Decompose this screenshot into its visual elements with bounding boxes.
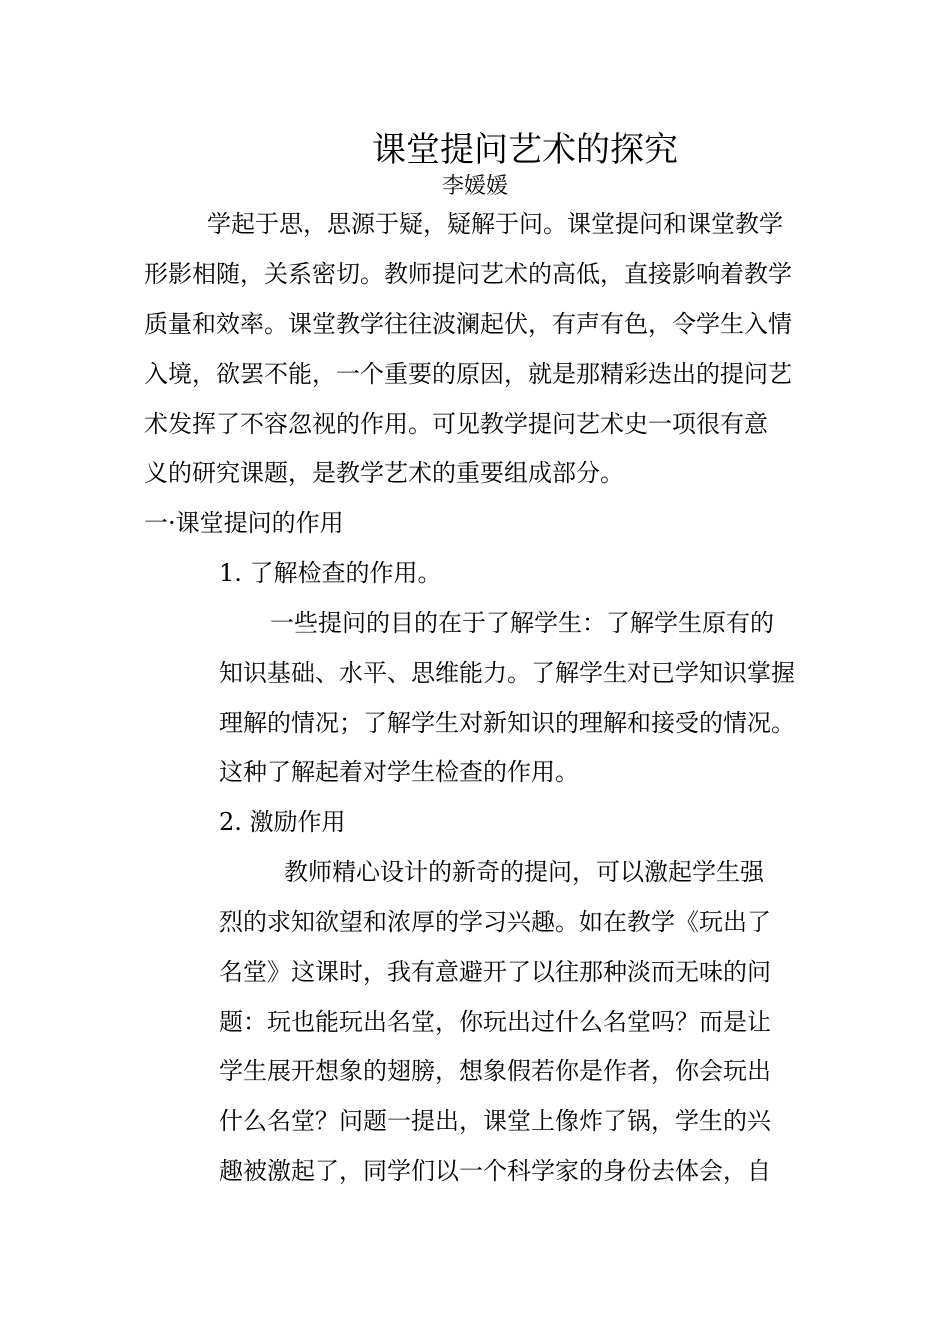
intro-line: 质量和效率。课堂教学往往波澜起伏，有声有色，令学生入情: [144, 310, 792, 338]
paragraph-line: 什么名堂？问题一提出，课堂上像炸了锅，学生的兴: [219, 1107, 771, 1135]
section-heading: 一·课堂提问的作用: [144, 509, 344, 537]
paragraph-line: 一些提问的目的在于了解学生：了解学生原有的: [270, 609, 774, 637]
intro-line: 术发挥了不容忽视的作用。可见教学提问艺术史一项很有意: [144, 410, 768, 438]
intro-line: 入境，欲罢不能，一个重要的原因，就是那精彩迭出的提问艺: [144, 360, 792, 388]
document-title: 课堂提问艺术的探究: [372, 130, 678, 170]
intro-line: 形影相随，关系密切。教师提问艺术的高低，直接影响着教学: [144, 260, 792, 288]
paragraph-line: 名堂》这课时，我有意避开了以往那种淡而无味的问: [219, 958, 771, 986]
paragraph-line: 教师精心设计的新奇的提问，可以激起学生强: [284, 858, 764, 886]
paragraph-line: 趣被激起了，同学们以一个科学家的身份去体会，自: [219, 1157, 771, 1185]
intro-line: 学起于思，思源于疑，疑解于问。课堂提问和课堂教学: [207, 210, 783, 238]
intro-line: 义的研究课题，是教学艺术的重要组成部分。: [144, 459, 624, 487]
paragraph-line: 题：玩也能玩出名堂，你玩出过什么名堂吗？而是让: [219, 1008, 771, 1036]
subsection-heading: 1. 了解检查的作用。: [219, 559, 442, 587]
author-name: 李媛媛: [442, 174, 509, 199]
paragraph-line: 这种了解起着对学生检查的作用。: [219, 758, 579, 786]
subsection-heading: 2. 激励作用: [219, 808, 346, 836]
paragraph-line: 烈的求知欲望和浓厚的学习兴趣。如在教学《玩出了: [219, 908, 771, 936]
paragraph-line: 学生展开想象的翅膀，想象假若你是作者，你会玩出: [219, 1057, 771, 1085]
paragraph-line: 理解的情况；了解学生对新知识的理解和接受的情况。: [219, 709, 795, 737]
paragraph-line: 知识基础、水平、思维能力。了解学生对已学知识掌握: [219, 659, 795, 687]
